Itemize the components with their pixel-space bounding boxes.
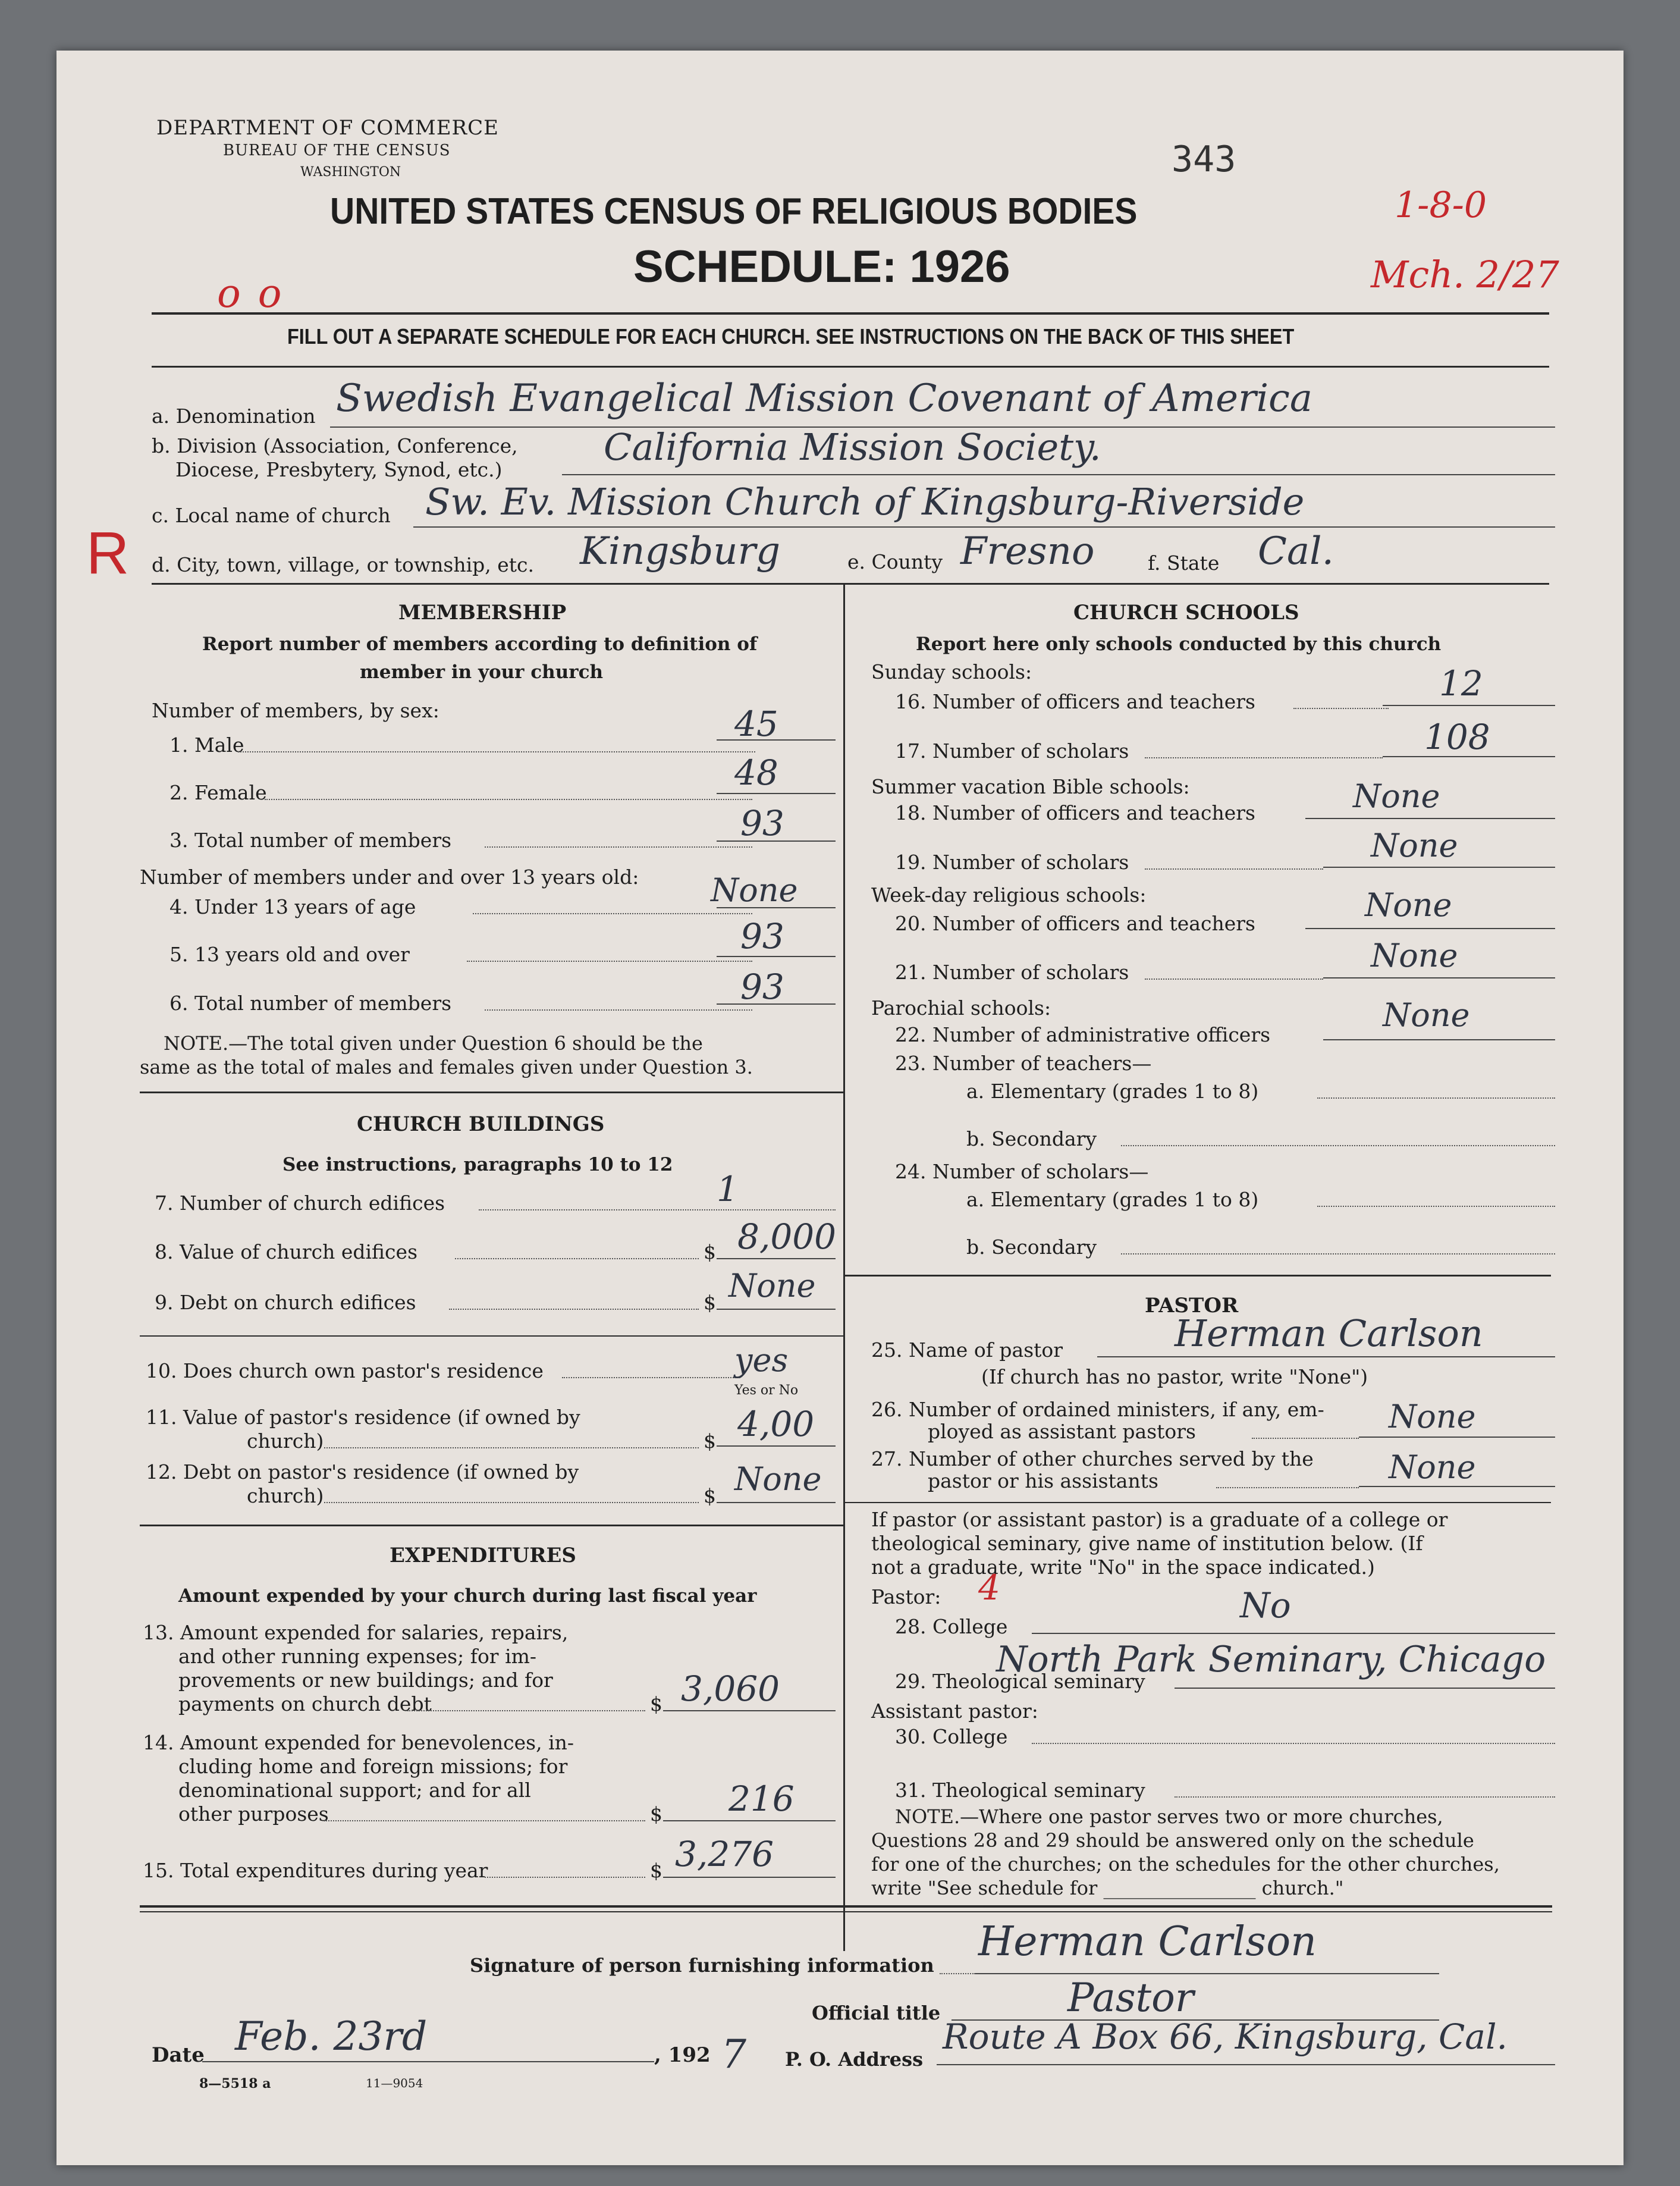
q20-label: 20. Number of officers and teachers xyxy=(895,912,1255,935)
q25-note: (If church has no pastor, write "None") xyxy=(981,1365,1368,1388)
q9-label: 9. Debt on church edifices xyxy=(155,1291,416,1314)
q23b-label: b. Secondary xyxy=(966,1127,1097,1150)
q14-label: 14. Amount expended for benevolences, in- xyxy=(143,1731,574,1754)
print-number: 11—9054 xyxy=(366,2076,423,2090)
q22-parochial-officers-value: None xyxy=(1383,996,1470,1034)
state-value: Cal. xyxy=(1258,529,1334,573)
q11-label-2: church) xyxy=(247,1429,324,1453)
date-label: Date xyxy=(152,2043,205,2067)
q28-label: 28. College xyxy=(895,1615,1008,1638)
q14-dollar: $ xyxy=(650,1802,662,1826)
schools-heading: CHURCH SCHOOLS xyxy=(1073,601,1299,625)
division-label: b. Division (Association, Conference, xyxy=(152,434,518,457)
membership-intro-2: member in your church xyxy=(360,661,604,683)
q16-sunday-teachers-value: 12 xyxy=(1439,663,1483,704)
top-rule xyxy=(152,312,1549,315)
division-label-2: Diocese, Presbytery, Synod, etc.) xyxy=(175,458,503,481)
q20-weekday-teachers-value: None xyxy=(1365,886,1452,924)
office-code-mark: 1-8-0 xyxy=(1395,184,1487,226)
q13-label-3: provements or new buildings; and for xyxy=(178,1668,553,1692)
parochial-schools-label: Parochial schools: xyxy=(871,996,1051,1020)
q6-label: 6. Total number of members xyxy=(169,992,452,1015)
column-divider xyxy=(843,583,845,1951)
pastor-check-mark: 4 xyxy=(978,1567,1000,1608)
q24a-label: a. Elementary (grades 1 to 8) xyxy=(966,1188,1259,1211)
q13-running-expenses-value: 3,060 xyxy=(681,1668,780,1709)
q21-label: 21. Number of scholars xyxy=(895,961,1129,984)
bureau-label: BUREAU OF THE CENSUS xyxy=(223,142,451,159)
official-title-label: Official title xyxy=(812,2002,941,2024)
members-by-sex-label: Number of members, by sex: xyxy=(152,699,439,722)
signature-label: Signature of person furnishing information xyxy=(470,1954,934,1977)
r-mark: R xyxy=(86,520,130,587)
weekday-schools-label: Week-day religious schools: xyxy=(871,883,1147,907)
pastor-note-4: write "See schedule for ________________ church." xyxy=(871,1877,1344,1899)
year-prefix: , 192 xyxy=(654,2043,711,2067)
q10-owns-residence-value: yes xyxy=(734,1341,789,1379)
q10-label: 10. Does church own pastor's residence xyxy=(146,1359,544,1382)
membership-note-2: same as the total of males and females given under Question 3. xyxy=(140,1056,753,1078)
q6-total-value: 93 xyxy=(740,967,784,1007)
q25-label: 25. Name of pastor xyxy=(871,1338,1063,1362)
q14-label-2: cluding home and foreign missions; for xyxy=(178,1755,568,1778)
q24-label: 24. Number of scholars— xyxy=(895,1160,1149,1183)
assistant-pastor-label: Assistant pastor: xyxy=(871,1699,1038,1723)
signature-value: Herman Carlson xyxy=(978,1918,1317,1965)
census-schedule-page xyxy=(56,51,1624,2165)
denomination-value: Swedish Evangelical Mission Covenant of America xyxy=(336,377,1313,421)
age-intro-label: Number of members under and over 13 years old: xyxy=(140,865,639,889)
q19-summer-scholars-value: None xyxy=(1371,827,1458,864)
denomination-label: a. Denomination xyxy=(152,404,316,428)
summer-schools-label: Summer vacation Bible schools: xyxy=(871,775,1190,798)
schedule-number: 343 xyxy=(1172,139,1236,180)
q17-label: 17. Number of scholars xyxy=(895,739,1129,763)
form-title: UNITED STATES CENSUS OF RELIGIOUS BODIES xyxy=(330,191,1138,232)
pastor-heading: PASTOR xyxy=(1145,1294,1239,1318)
pastor-note-2: Questions 28 and 29 should be answered only on the schedule xyxy=(871,1829,1474,1852)
q5-label: 5. 13 years old and over xyxy=(169,943,410,966)
q12-label: 12. Debt on pastor's residence (if owned by xyxy=(146,1460,579,1484)
q13-label: 13. Amount expended for salaries, repairs, xyxy=(143,1621,569,1644)
expenditures-intro: Amount expended by your church during last fiscal year xyxy=(178,1585,757,1607)
q3-total-value: 93 xyxy=(740,803,784,843)
q24b-label: b. Secondary xyxy=(966,1235,1097,1259)
church-name-label: c. Local name of church xyxy=(152,504,391,527)
q15-dollar: $ xyxy=(650,1859,662,1882)
q19-label: 19. Number of scholars xyxy=(895,851,1129,874)
department-label: DEPARTMENT OF COMMERCE xyxy=(156,116,499,140)
state-label: f. State xyxy=(1148,551,1220,575)
expenditures-heading: EXPENDITURES xyxy=(390,1544,576,1567)
q14-label-4: other purposes xyxy=(178,1802,329,1826)
schools-intro: Report here only schools conducted by this church xyxy=(916,633,1442,655)
membership-note: NOTE.—The total given under Question 6 should be the xyxy=(164,1032,703,1055)
q11-residence-value: 4,00 xyxy=(737,1404,815,1444)
church-name-value: Sw. Ev. Mission Church of Kingsburg-Riverside xyxy=(425,480,1305,523)
q15-total-expenditures-value: 3,276 xyxy=(675,1834,774,1874)
q26-label-2: ployed as assistant pastors xyxy=(928,1420,1196,1443)
q9-debt-value: None xyxy=(728,1267,816,1304)
q12-label-2: church) xyxy=(247,1484,324,1507)
graduate-instruction-3: not a graduate, write "No" in the space indicated.) xyxy=(871,1555,1375,1579)
q27-label-2: pastor or his assistants xyxy=(928,1469,1158,1492)
q14-benevolences-value: 216 xyxy=(728,1779,795,1819)
q1-label: 1. Male xyxy=(169,733,244,757)
sunday-schools-label: Sunday schools: xyxy=(871,660,1032,683)
official-title-value: Pastor xyxy=(1067,1975,1194,2021)
instruction-rule xyxy=(152,366,1549,368)
q15-label: 15. Total expenditures during year xyxy=(143,1859,488,1882)
yes-no-hint: Yes or No xyxy=(734,1383,799,1398)
q17-sunday-scholars-value: 108 xyxy=(1424,717,1490,757)
division-value: California Mission Society. xyxy=(604,425,1101,469)
q8-dollar: $ xyxy=(704,1240,716,1263)
q7-edifices-value: 1 xyxy=(717,1169,739,1209)
county-value: Fresno xyxy=(960,529,1095,573)
q12-dollar: $ xyxy=(704,1484,716,1507)
q14-label-3: denominational support; and for all xyxy=(178,1779,531,1802)
q23-label: 23. Number of teachers— xyxy=(895,1052,1152,1075)
q2-label: 2. Female xyxy=(169,781,267,804)
po-address-label: P. O. Address xyxy=(785,2048,924,2071)
pastor-section-label: Pastor: xyxy=(871,1585,941,1608)
q28-college-value: No xyxy=(1240,1585,1291,1626)
po-address-value: Route A Box 66, Kingsburg, Cal. xyxy=(943,2016,1508,2057)
q27-label: 27. Number of other churches served by the xyxy=(871,1447,1314,1470)
q26-label: 26. Number of ordained ministers, if any, em- xyxy=(871,1398,1324,1421)
q11-dollar: $ xyxy=(704,1429,716,1453)
buildings-intro: See instructions, paragraphs 10 to 12 xyxy=(282,1154,673,1175)
form-subtitle: SCHEDULE: 1926 xyxy=(633,242,1010,292)
q7-label: 7. Number of church edifices xyxy=(155,1191,445,1215)
q11-label: 11. Value of pastor's residence (if owned by xyxy=(146,1406,580,1429)
county-label: e. County xyxy=(847,550,943,573)
zeros-mark: o o xyxy=(217,271,284,316)
graduate-instruction: If pastor (or assistant pastor) is a graduate of a college or xyxy=(871,1508,1448,1531)
buildings-heading: CHURCH BUILDINGS xyxy=(357,1112,605,1136)
q12-residence-debt-value: None xyxy=(734,1460,822,1498)
date-value: Feb. 23rd xyxy=(235,2013,428,2059)
city-label: WASHINGTON xyxy=(300,165,401,180)
q23a-label: a. Elementary (grades 1 to 8) xyxy=(966,1080,1259,1103)
q26-assistant-pastors-value: None xyxy=(1389,1398,1476,1435)
membership-intro: Report number of members according to definition of xyxy=(202,633,758,655)
q27-other-churches-value: None xyxy=(1389,1448,1476,1486)
q2-female-value: 48 xyxy=(734,752,778,793)
year-digit: 7 xyxy=(721,2031,746,2077)
q29-label: 29. Theological seminary xyxy=(895,1670,1145,1693)
q13-label-2: and other running expenses; for im- xyxy=(178,1645,537,1668)
city-label: d. City, town, village, or township, etc. xyxy=(152,553,535,576)
q5-over-13-value: 93 xyxy=(740,916,784,956)
q13-label-4: payments on church debt xyxy=(178,1692,432,1715)
q4-label: 4. Under 13 years of age xyxy=(169,895,416,918)
q4-under-13-value: None xyxy=(711,871,798,909)
q13-dollar: $ xyxy=(650,1692,662,1715)
q22-label: 22. Number of administrative officers xyxy=(895,1023,1271,1046)
instruction-line: FILL OUT A SEPARATE SCHEDULE FOR EACH CHURCH. SEE INSTRUCTIONS ON THE BACK OF THIS SHEET xyxy=(287,324,1295,349)
pastor-note-3: for one of the churches; on the schedules for the other churches, xyxy=(871,1853,1500,1875)
q8-value-of-edifices: 8,000 xyxy=(737,1216,837,1257)
q18-summer-teachers-value: None xyxy=(1353,777,1440,815)
form-number: 8—5518 a xyxy=(199,2076,271,2091)
q29-seminary-value: North Park Seminary, Chicago xyxy=(996,1639,1546,1680)
pastor-note: NOTE.—Where one pastor serves two or more churches, xyxy=(895,1805,1443,1828)
q16-label: 16. Number of officers and teachers xyxy=(895,690,1255,713)
city-value: Kingsburg xyxy=(580,529,781,573)
graduate-instruction-2: theological seminary, give name of institution below. (If xyxy=(871,1532,1423,1555)
membership-heading: MEMBERSHIP xyxy=(398,601,567,625)
q1-male-value: 45 xyxy=(734,704,778,744)
q18-label: 18. Number of officers and teachers xyxy=(895,801,1255,824)
q9-dollar: $ xyxy=(704,1291,716,1314)
q30-label: 30. College xyxy=(895,1725,1008,1748)
q8-label: 8. Value of church edifices xyxy=(155,1240,418,1263)
q31-label: 31. Theological seminary xyxy=(895,1779,1145,1802)
q25-pastor-name-value: Herman Carlson xyxy=(1175,1312,1483,1355)
q3-label: 3. Total number of members xyxy=(169,829,452,852)
q21-weekday-scholars-value: None xyxy=(1371,937,1458,974)
received-date-mark: Mch. 2/27 xyxy=(1371,253,1559,296)
